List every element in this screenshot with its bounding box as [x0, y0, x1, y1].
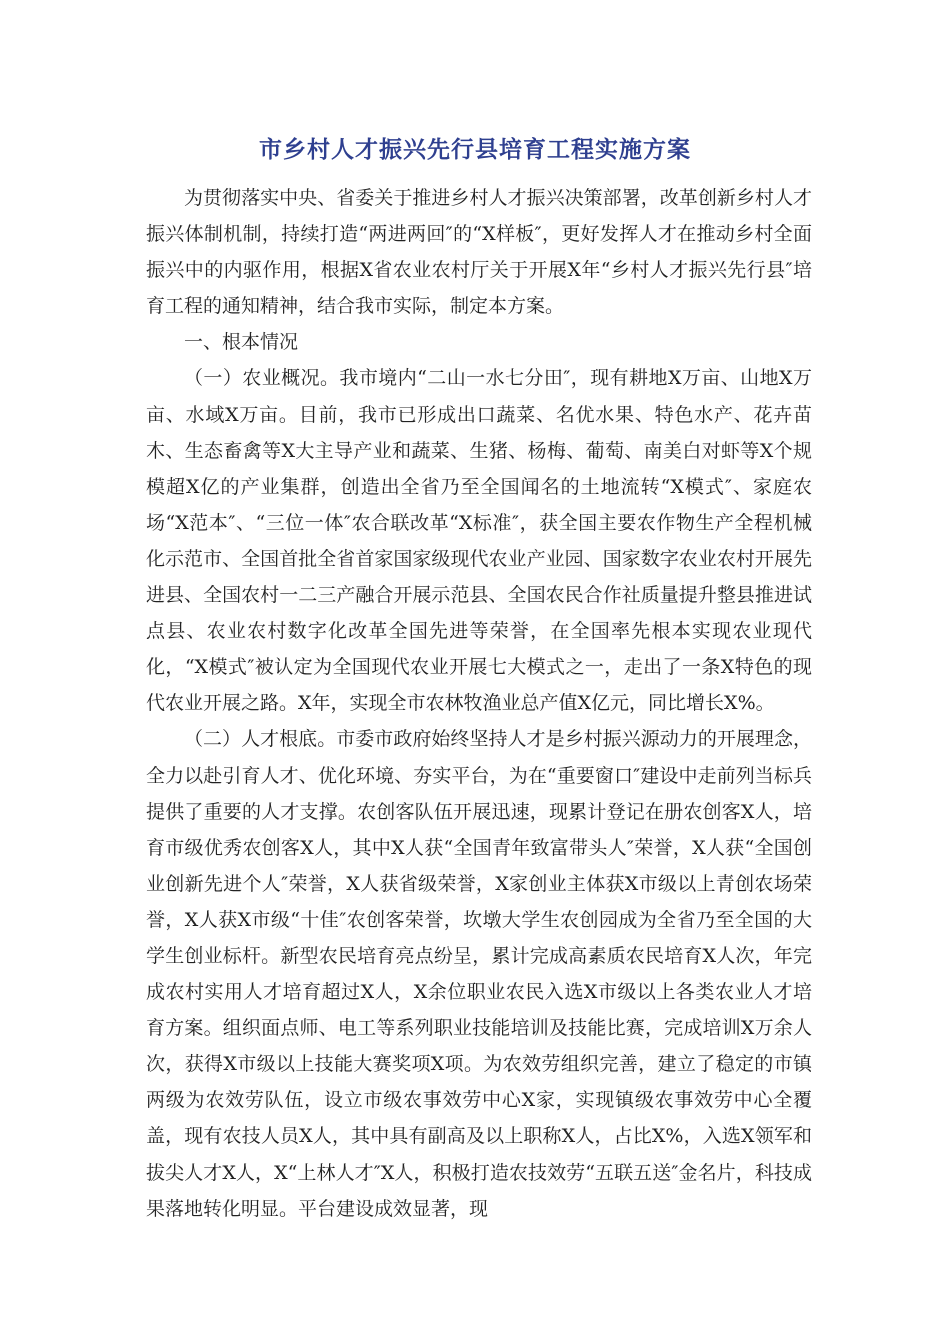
intro-paragraph: 为贯彻落实中央、省委关于推进乡村人才振兴决策部署，改革创新乡村人才振兴体制机制，持续打造“两进两回″的“X样板″，更好发挥人才在推动乡村全面振兴中的内驱作用，根据X省农业农村厅关于开展X年“乡村人才振兴先行县″培育工程的通知精神，结合我市实际，制定本方案。 [146, 187, 812, 318]
document-title: 市乡村人才振兴先行县培育工程实施方案 [259, 137, 691, 163]
agriculture-overview-paragraph: （一）农业概况。我市境内“二山一水七分田″，现有耕地X万亩、山地X万亩、水域X万亩。目前，我市已形成出口蔬菜、名优水果、特色水产、花卉苗木、生态畜禽等X大主导产业和蔬菜、生猪、杨梅、葡萄、南美白对虾等X个规模超X亿的产业集群，创造出全省乃至全国闻名的土地流转“X模式″、家庭农场“X范本″、“三位一体″农合联改革“X标准″，获全国主要农作物生产全程机械化示范市、全国首批全省首家国家级现代农业产业园、国家数字农业农村开展先进县、全国农村一二三产融合开展示范县、全国农民合作社质量提升整县推进试点县、农业农村数字化改革全国先进等荣誉，在全国率先根本实现农业现代化，“X模式″被认定为全国现代农业开展七大模式之一，走出了一条X特色的现代农业开展之路。X年，实现全市农林牧渔业总产值X亿元，同比增长X%。 [146, 367, 812, 715]
talent-base-paragraph: （二）人才根底。市委市政府始终坚持人才是乡村振兴源动力的开展理念，全力以赴引育人才、优化环境、夯实平台，为在“重要窗口″建设中走前列当标兵提供了重要的人才支撑。农创客队伍开展迅速，现累计登记在册农创客X人，培育市级优秀农创客X人，其中X人获“全国青年致富带头人″荣誉，X人获“全国创业创新先进个人″荣誉，X人获省级荣誉，X家创业主体获X市级以上青创农场荣誉，X人获X市级“十佳″农创客荣誉，坎墩大学生农创园成为全省乃至全国的大学生创业标杆。新型农民培育亮点纷呈，累计完成高素质农民培育X人次，年完成农村实用人才培育超过X人，X余位职业农民入选X市级以上各类农业人才培育方案。组织面点师、电工等系列职业技能培训及技能比赛，完成培训X万余人次，获得X市级以上技能大赛奖项X项。为农效劳组织完善，建立了稳定的市镇两级为农效劳队伍，设立市级农事效劳中心X家，实现镇级农事效劳中心全覆盖，现有农技人员X人，其中具有副高及以上职称X人，占比X%，入选X领军和拔尖人才X人，X“上林人才″X人，积极打造农技效劳“五联五送″金名片，科技成果落地转化明显。平台建设成效显著，现 [146, 728, 812, 1220]
document-body [146, 180, 812, 1227]
section-heading-basic-situation: 一、根本情况 [184, 331, 299, 354]
